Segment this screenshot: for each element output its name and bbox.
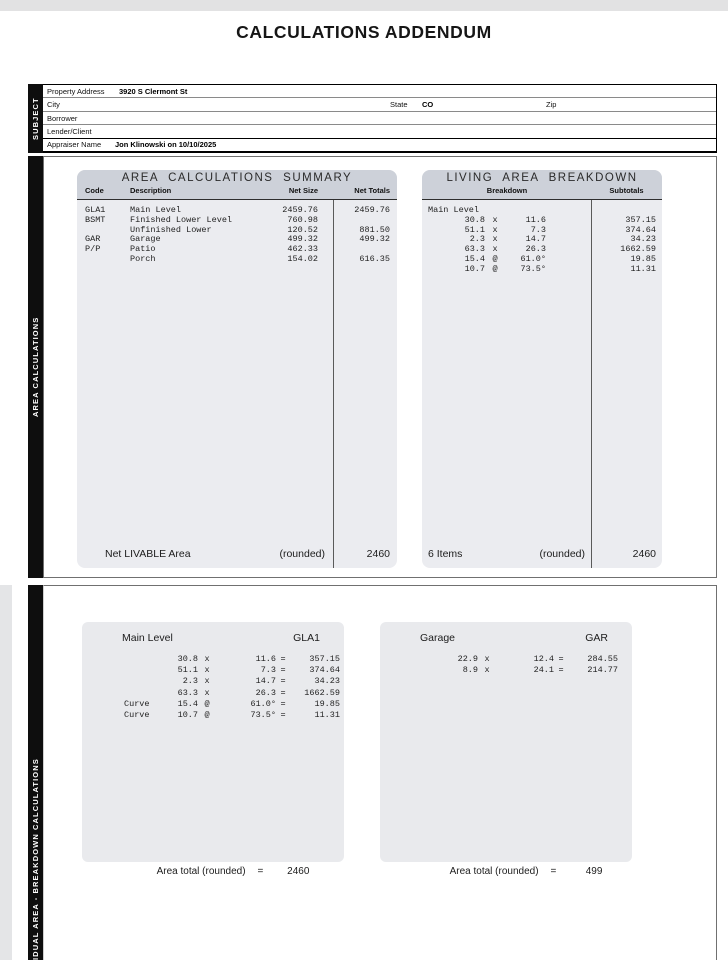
calc-cell-label <box>380 665 438 676</box>
garage-total-value: 499 <box>585 866 603 877</box>
calc-cell-label <box>82 676 172 687</box>
page-title: CALCULATIONS ADDENDUM <box>236 22 492 42</box>
summary-column-headers <box>77 186 397 195</box>
calc-cell-operator: @ <box>204 698 210 709</box>
calc-cell-result: 11.31 <box>314 709 340 720</box>
calc-cell-dim-a: 30.8 <box>177 654 198 664</box>
living-cell-operator: @ <box>492 263 498 274</box>
summary-footer-total: 2460 <box>366 548 390 560</box>
living-cell-operator: x <box>492 234 498 245</box>
appraiser-value: Jon Klinowski on 10/10/2025 <box>115 140 217 150</box>
city-label: City <box>47 100 60 110</box>
borrower-row <box>43 112 716 125</box>
calc-cell-dim-b: 14.7 <box>255 676 276 687</box>
summary-cell-net-size: 760.98 <box>287 214 318 225</box>
living-cell-operator: x <box>492 244 498 255</box>
calc-cell-operator: x <box>484 654 490 664</box>
summary-row <box>77 226 397 236</box>
garage-total-label: Area total (rounded) <box>449 866 539 877</box>
living-cell-operator: x <box>492 214 498 225</box>
property-address-label: Property Address <box>47 86 105 96</box>
summary-row <box>77 235 397 245</box>
living-cell-dim-b: 7.3 <box>530 224 546 235</box>
summary-footer-rounded: (rounded) <box>279 548 325 560</box>
calc-cell-result: 1662.59 <box>304 687 340 698</box>
summary-row <box>77 255 397 265</box>
summary-cell-net-size: 462.33 <box>287 244 318 255</box>
summary-cell-net-size: 499.32 <box>287 234 318 245</box>
summary-cell-net-size: 120.52 <box>287 224 318 235</box>
calc-cell-operator: x <box>484 665 490 676</box>
calc-cell-label <box>380 654 438 665</box>
living-cell-dim-b: 73.5° <box>520 263 546 274</box>
main-level-panel <box>82 622 344 862</box>
living-title: LIVING AREA BREAKDOWN <box>446 172 638 184</box>
calc-cell-equals: = <box>280 676 286 687</box>
subject-tab <box>28 84 43 153</box>
living-cell-subtotal: 19.85 <box>630 253 656 264</box>
main-level-rows <box>82 654 344 721</box>
calc-cell-result: 284.55 <box>587 654 618 664</box>
living-cell-subtotal: 34.23 <box>630 234 656 245</box>
living-cell-subtotal: 357.15 <box>625 214 656 225</box>
summary-cell-description: Porch <box>130 253 156 264</box>
living-cell-dim-a: 15.4 <box>464 253 485 264</box>
calc-cell-dim-a: 51.1 <box>177 665 198 676</box>
calc-cell-dim-b: 24.1 <box>533 665 554 676</box>
summary-cell-description: Main Level <box>130 205 182 215</box>
main-level-total-label: Area total (rounded) <box>156 866 246 877</box>
subject-form <box>43 84 717 153</box>
living-cell-subtotal: 374.64 <box>625 224 656 235</box>
calc-cell-equals: = <box>280 665 286 676</box>
calc-row <box>82 699 344 710</box>
summary-row <box>77 245 397 255</box>
calc-row <box>82 688 344 699</box>
calc-cell-dim-b: 73.5° <box>250 709 276 720</box>
page-top-strip <box>0 0 728 11</box>
summary-cell-description: Patio <box>130 244 156 255</box>
summary-cell-net-total: 2459.76 <box>354 205 390 215</box>
summary-col-code: Code <box>85 186 104 195</box>
calc-cell-dim-a: 10.7 <box>177 709 198 720</box>
living-cell-dim-b: 11.6 <box>525 214 546 225</box>
living-footer-label: 6 Items <box>428 548 463 560</box>
living-cell-dim-a: 2.3 <box>469 234 485 245</box>
summary-cell-description: Garage <box>130 234 161 245</box>
calc-cell-equals: = <box>558 665 564 676</box>
living-area-breakdown-panel <box>422 170 662 568</box>
living-col-subtotals: Subtotals <box>609 186 644 195</box>
calc-cell-operator: x <box>204 665 210 676</box>
living-footer-total: 2460 <box>632 548 656 560</box>
calc-cell-equals: = <box>280 687 286 698</box>
living-cell-operator: @ <box>492 253 498 264</box>
calc-cell-dim-a: 15.4 <box>177 698 198 709</box>
calc-cell-equals: = <box>558 654 564 664</box>
breakdown-section-tab-label: IDUAL AREA - BREAKDOWN CALCULATIONS <box>31 758 40 960</box>
summary-cell-net-total: 499.32 <box>359 234 390 245</box>
property-address-row <box>43 85 716 98</box>
calc-row <box>82 676 344 687</box>
calc-cell-equals: = <box>280 654 286 664</box>
calc-cell-operator: @ <box>204 709 210 720</box>
main-level-total-equals: = <box>257 866 264 877</box>
summary-cell-code: P/P <box>85 244 101 255</box>
main-level-area-total <box>82 866 364 877</box>
living-body <box>422 206 662 275</box>
calc-cell-dim-a: 8.9 <box>462 665 478 676</box>
main-level-panel-name: Main Level <box>122 632 173 644</box>
garage-area-total <box>380 866 652 877</box>
calc-cell-dim-b: 26.3 <box>255 687 276 698</box>
area-calculations-tab-label: AREA CALCULATIONS <box>31 316 40 418</box>
calc-cell-label: Curve <box>124 698 150 709</box>
living-rows <box>422 216 662 275</box>
living-header <box>422 170 662 200</box>
living-footer <box>422 542 662 566</box>
living-cell-dim-a: 30.8 <box>464 214 485 225</box>
calc-cell-dim-b: 11.6 <box>255 654 276 664</box>
living-cell-dim-b: 14.7 <box>525 234 546 245</box>
summary-cell-net-size: 154.02 <box>287 253 318 264</box>
property-address-value: 3920 S Clermont St <box>119 86 188 96</box>
garage-panel-code: GAR <box>585 632 608 644</box>
living-footer-rounded: (rounded) <box>539 548 585 560</box>
calc-cell-dim-a: 2.3 <box>182 676 198 687</box>
calc-cell-dim-b: 12.4 <box>533 654 554 664</box>
summary-cell-code <box>85 255 130 265</box>
calc-cell-operator: x <box>204 654 210 664</box>
summary-header <box>77 170 397 200</box>
zip-label: Zip <box>546 100 557 110</box>
garage-total-equals: = <box>550 866 557 877</box>
living-cell-operator: x <box>492 224 498 235</box>
summary-col-net-size: Net Size <box>288 186 318 195</box>
garage-panel <box>380 622 632 862</box>
calc-cell-result: 374.64 <box>309 665 340 676</box>
garage-rows <box>380 654 632 676</box>
city-row <box>43 98 716 111</box>
living-cell-subtotal: 1662.59 <box>620 244 656 255</box>
main-level-panel-code: GLA1 <box>293 632 320 644</box>
calc-cell-operator: x <box>204 676 210 687</box>
calc-cell-label <box>82 665 172 676</box>
living-cell-subtotal: 11.31 <box>630 263 656 274</box>
calc-cell-result: 34.23 <box>314 676 340 687</box>
summary-cell-code: GAR <box>85 234 101 245</box>
summary-cell-net-total: 616.35 <box>359 253 390 264</box>
calc-row <box>380 654 632 665</box>
calc-cell-label: Curve <box>124 709 150 720</box>
state-value: CO <box>422 100 434 110</box>
calc-cell-dim-b: 61.0° <box>250 698 276 709</box>
summary-rows <box>77 206 397 265</box>
calc-cell-dim-b: 7.3 <box>260 665 276 676</box>
calc-cell-result: 19.85 <box>314 698 340 709</box>
summary-col-description: Description <box>130 186 172 195</box>
summary-row <box>77 216 397 226</box>
borrower-label: Borrower <box>47 113 78 123</box>
calc-row <box>82 665 344 676</box>
summary-cell-code: GLA1 <box>85 205 106 215</box>
living-cell-dim-b: 26.3 <box>525 244 546 255</box>
page-left-strip <box>0 585 12 960</box>
calc-cell-result: 214.77 <box>587 665 618 676</box>
calc-cell-equals: = <box>280 709 286 720</box>
calc-row <box>380 665 632 676</box>
calc-cell-label <box>82 688 172 699</box>
summary-footer-label: Net LIVABLE Area <box>105 548 191 560</box>
area-calculations-tab <box>28 156 43 578</box>
summary-cell-description: Unfinished Lower <box>130 224 212 235</box>
summary-row <box>77 206 397 216</box>
subject-tab-label: SUBJECT <box>31 97 40 140</box>
living-cell-dim-b: 61.0° <box>520 253 546 264</box>
appraiser-row <box>43 139 716 151</box>
breakdown-section-tab <box>28 585 43 960</box>
calc-row <box>82 654 344 665</box>
summary-col-net-totals: Net Totals <box>354 186 390 195</box>
living-col-breakdown: Breakdown <box>486 186 528 195</box>
living-cell-dim-a: 10.7 <box>464 263 485 274</box>
living-cell-dim-a: 51.1 <box>464 224 485 235</box>
main-level-total-value: 2460 <box>287 866 310 877</box>
state-label: State <box>390 100 408 110</box>
appraiser-label: Appraiser Name <box>47 140 102 150</box>
summary-cell-net-size: 2459.76 <box>282 205 318 215</box>
summary-cell-code: BSMT <box>85 214 106 225</box>
area-calculations-summary-panel <box>77 170 397 568</box>
calc-cell-operator: x <box>204 687 210 698</box>
calc-cell-dim-a: 63.3 <box>177 687 198 698</box>
summary-footer <box>77 542 397 566</box>
lender-label: Lender/Client <box>47 126 92 136</box>
summary-cell-description: Finished Lower Level <box>130 214 233 225</box>
calc-cell-equals: = <box>280 698 286 709</box>
living-group-label: Main Level <box>428 205 480 215</box>
lender-row <box>43 125 716 138</box>
calc-cell-result: 357.15 <box>309 654 340 664</box>
garage-panel-name: Garage <box>420 632 456 644</box>
summary-cell-net-total: 881.50 <box>359 224 390 235</box>
calc-cell-dim-a: 22.9 <box>457 654 478 664</box>
calc-cell-label <box>82 654 172 665</box>
calc-row <box>82 710 344 721</box>
summary-title: AREA CALCULATIONS SUMMARY <box>121 172 353 184</box>
living-cell-dim-a: 63.3 <box>464 244 485 255</box>
living-row <box>422 265 662 275</box>
